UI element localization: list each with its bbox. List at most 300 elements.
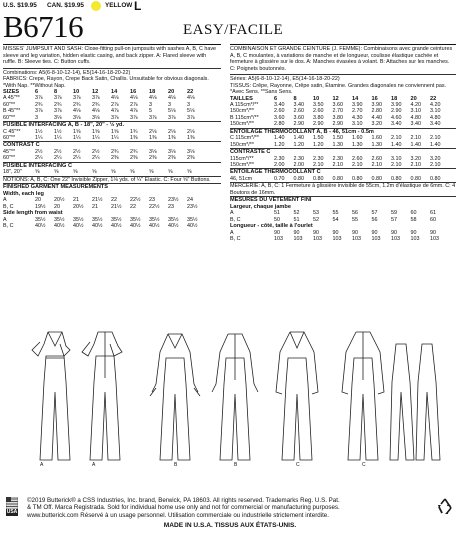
row-label: 60"**: [3, 101, 16, 108]
row-value: 1.40: [274, 135, 285, 142]
row-value: 2.10: [430, 161, 441, 168]
row-value: 0.80: [352, 175, 363, 182]
row-value: 54: [332, 216, 339, 223]
notions-en: NOTIONS: A, B, C: One 22" Invisible Zipper, 1⅛ yds. of ¼" Elastic. C: Four ⅝" Buttons.: [3, 176, 221, 183]
row-value: 90: [274, 229, 280, 236]
width-title-fr: Largeur, chaque jambe: [230, 203, 291, 210]
row-value: 20: [54, 203, 60, 210]
row-value: 35½: [111, 216, 122, 223]
size-code: L: [134, 0, 142, 13]
row-value: 3.60: [274, 114, 285, 121]
recycle-icon: [436, 497, 454, 515]
row-value: 2.10: [313, 161, 324, 168]
row-value: 2.30: [313, 155, 324, 162]
size-cell: 16: [371, 95, 378, 102]
row-value: 0.80: [391, 175, 402, 182]
row-value: 35½: [35, 216, 46, 223]
difficulty: EASY/FACILE: [183, 22, 284, 38]
row-value: 3⅞: [54, 95, 62, 102]
row-value: 1.50: [313, 135, 324, 142]
row-value: 22½: [149, 203, 160, 210]
row-value: 2¾: [35, 101, 43, 108]
row-value: 3.60: [332, 101, 343, 108]
row-value: 2.60: [274, 108, 285, 115]
row-label: B, C: [230, 216, 241, 223]
row-value: 3⅛: [187, 148, 195, 155]
row-value: ⅝: [54, 169, 59, 176]
row-value: 1.60: [352, 135, 363, 142]
row-value: 0.80: [410, 175, 421, 182]
row-value: 2.10: [391, 135, 402, 142]
row-value: 1¼: [35, 134, 43, 141]
jumpsuit-a-front-illustration: [32, 332, 70, 460]
row-value: 0.80: [332, 175, 343, 182]
row-value: 51: [293, 216, 300, 223]
row-value: 1½: [35, 128, 43, 135]
row-value: ⅝: [130, 169, 135, 176]
price-can: CAN. $19.95: [47, 2, 84, 9]
row-value: 58: [410, 216, 417, 223]
row-value: 3.40: [430, 121, 441, 128]
row-value: 3⅛: [73, 114, 81, 121]
row-value: 2⅞: [111, 101, 119, 108]
row-value: 1.40: [391, 141, 402, 148]
size-cell: 10: [313, 95, 320, 102]
row-value: 3.60: [293, 114, 304, 121]
fusible-title-fr: ENTOILAGE THERMOCOLLANT A, B - 46, 51cm - 0.5m: [230, 128, 456, 136]
row-value: 1.60: [371, 135, 382, 142]
side-title-fr: Longueur - côté, taille à l'ourlet: [230, 223, 313, 230]
row-value: 1.20: [313, 141, 324, 148]
row-value: 0.80: [371, 175, 382, 182]
row-value: 3⅞: [54, 108, 62, 115]
row-value: 4⅞: [111, 108, 119, 115]
row-value: 21½: [92, 197, 103, 204]
yardage-row: [230, 176, 456, 182]
row-value: ⅝: [149, 169, 154, 176]
row-value: 2⅜: [168, 155, 176, 162]
row-value: 4.20: [430, 101, 441, 108]
yardage-row: [3, 223, 221, 229]
row-value: 2.10: [371, 161, 382, 168]
row-value: 103: [332, 236, 342, 243]
row-value: 60: [410, 210, 417, 217]
size-cell: 18: [391, 95, 398, 102]
fusible-c-title-en: FUSIBLE INTERFACING C: [3, 162, 221, 170]
row-label: B, C: [3, 203, 14, 210]
row-value: 19½: [35, 203, 46, 210]
row-value: 1¼: [92, 134, 100, 141]
row-value: 90: [293, 229, 300, 236]
row-value: 0.80: [313, 175, 324, 182]
row-value: ⅝: [92, 169, 97, 176]
width-title-en: Width, each leg: [3, 190, 44, 197]
row-value: 4.30: [352, 114, 363, 121]
row-value: 20½: [73, 203, 84, 210]
row-value: 55: [352, 216, 358, 223]
row-value: 56: [371, 216, 378, 223]
row-value: 1.20: [274, 141, 285, 148]
row-value: 60: [430, 216, 436, 223]
side-title-en: Side length from waist: [3, 210, 63, 217]
row-label: 150cm*/**: [230, 121, 254, 128]
row-label: B, C: [230, 236, 241, 243]
row-label: 45"**: [3, 148, 16, 155]
row-label: A: [230, 210, 234, 217]
row-value: 1.40: [293, 135, 304, 142]
row-label: 60"**: [3, 155, 16, 162]
row-value: 40½: [149, 223, 160, 230]
size-cell: 12: [92, 89, 99, 95]
row-value: 0.70: [274, 175, 285, 182]
notions-fr: MERCERIE: A, B, C: 1 Fermeture à glissière invisible de 55cm, 1.2m d'élastique de 6mm. C: 4 Boutons de 16mm.: [230, 183, 456, 196]
row-label: 60"**: [3, 114, 16, 121]
row-value: 2¼: [92, 155, 100, 162]
illustration-label-b1: B: [174, 462, 178, 467]
row-value: 1¼: [73, 134, 81, 141]
size-cell: 20: [168, 89, 175, 95]
row-value: 40½: [73, 223, 84, 230]
row-label: B 45"**: [3, 108, 21, 115]
nap-note-en: *With Nap. **Without Nap.: [3, 82, 66, 89]
row-value: 2.80: [371, 108, 382, 115]
row-label: 150cm*/**: [230, 141, 254, 148]
row-value: 2¾: [130, 148, 138, 155]
row-value: 3⅞: [149, 114, 157, 121]
row-value: 3⅞: [73, 95, 81, 102]
row-value: 50: [274, 216, 280, 223]
row-label: 46, 51cm: [230, 175, 253, 182]
row-value: 90: [332, 229, 339, 236]
row-value: 2.90: [293, 121, 304, 128]
row-value: 3.90: [391, 101, 402, 108]
row-value: 2.10: [410, 135, 421, 142]
row-value: 3⅛: [168, 148, 176, 155]
copyright-block: [27, 497, 340, 519]
row-value: 40½: [168, 223, 179, 230]
color-label: YELLOW: [105, 2, 133, 9]
row-value: 3⅞: [168, 114, 176, 121]
row-value: 2⅛: [187, 128, 195, 135]
row-value: 2.90: [332, 121, 343, 128]
row-value: 4⅛: [73, 108, 81, 115]
garment-illustrations: [0, 322, 460, 467]
row-value: 24: [187, 197, 193, 204]
row-value: 3.40: [410, 121, 421, 128]
row-value: 1¼: [111, 134, 119, 141]
row-value: 3⅞: [35, 108, 43, 115]
row-label: B 115cm*/**: [230, 114, 259, 121]
row-value: 53: [313, 210, 319, 217]
row-value: 35½: [54, 216, 65, 223]
row-value: 3: [168, 101, 171, 108]
fabrics-fr: TISSUS: Crêpe, Rayonne, Crêpe satin, Étamine. Grandes diagonales ne conviennent pas.: [230, 82, 447, 89]
row-value: 3.10: [352, 121, 363, 128]
size-cell: 8: [54, 89, 58, 95]
row-value: 2.30: [274, 155, 285, 162]
row-value: 103: [274, 236, 283, 243]
jumpsuit-a-back-illustration: [82, 332, 122, 460]
row-label: C 45"**: [3, 128, 21, 135]
row-value: 4.40: [371, 114, 382, 121]
row-value: 1⅝: [111, 128, 119, 135]
row-value: 2.10: [391, 161, 402, 168]
usa-badge: USA: [6, 509, 18, 515]
row-value: 1.40: [410, 141, 421, 148]
row-label: 18", 20": [3, 169, 22, 176]
row-value: 3: [35, 114, 38, 121]
row-value: 2½: [54, 148, 62, 155]
illustration-label-a2: A: [92, 462, 96, 467]
row-value: ⅝: [187, 169, 192, 176]
row-value: 23½: [168, 197, 179, 204]
row-value: 2.10: [352, 161, 363, 168]
row-value: 52: [313, 216, 319, 223]
row-label: 60"**: [3, 134, 16, 141]
sizes-label: TAILLES: [230, 95, 253, 102]
row-value: 59: [391, 210, 397, 217]
row-value: 4⅛: [168, 95, 176, 102]
row-value: 2.10: [332, 161, 343, 168]
row-value: 23: [149, 197, 155, 204]
row-value: 2.60: [352, 155, 363, 162]
row-value: 1.30: [371, 141, 382, 148]
copyright-line-1: ©2019 Butterick® a CSS Industries, Inc. brand, Berwick, PA 18603. All rights reserved. Trademarks Reg. U.S. Pat.: [27, 497, 340, 504]
usa-flag-icon: [6, 496, 18, 508]
yardage-row: [3, 115, 221, 121]
row-value: 2⅜: [111, 155, 119, 162]
row-value: 21: [92, 203, 98, 210]
row-value: 3⅞: [187, 114, 195, 121]
row-value: 103: [371, 236, 381, 243]
row-value: 3⅞: [130, 114, 138, 121]
row-value: 2.10: [410, 161, 421, 168]
row-value: 35½: [73, 216, 84, 223]
row-value: 5⅛: [168, 108, 176, 115]
row-value: 40½: [187, 223, 198, 230]
row-value: 22: [130, 203, 136, 210]
row-label: A 115cm*/**: [230, 101, 259, 108]
row-value: ⅝: [35, 169, 40, 176]
row-value: 2.70: [352, 108, 363, 115]
row-value: 3⅞: [111, 114, 119, 121]
pattern-number: B6716: [3, 9, 84, 44]
yellow-dot-icon: [91, 1, 101, 11]
row-value: 2.80: [274, 121, 285, 128]
combinations-fr: Séries: A5(6-8-10-12-14), E5(14-16-18-20-22): [230, 76, 340, 83]
row-value: 2½: [73, 148, 81, 155]
row-label: 150cm*/**: [230, 161, 254, 168]
row-value: 90: [391, 229, 397, 236]
row-value: 40½: [35, 223, 46, 230]
french-column: [230, 44, 456, 242]
row-value: 56: [352, 210, 358, 217]
row-value: 3.80: [332, 114, 343, 121]
combinations-en: Combinations: A5(6-8-10-12-14), E5(14-16-18-20-22): [3, 69, 131, 76]
row-value: 3⅛: [149, 148, 157, 155]
row-value: 1⅝: [92, 128, 100, 135]
row-value: 0.80: [293, 175, 304, 182]
size-cell: 12: [332, 95, 339, 102]
jumpsuit-flat-sketches: [390, 344, 440, 460]
row-value: 55: [332, 210, 339, 217]
yardage-row: [230, 121, 456, 127]
size-cell: 6: [274, 95, 278, 102]
row-value: 2⅛: [168, 128, 176, 135]
row-value: 1¾: [130, 128, 138, 135]
row-value: 4⅞: [130, 108, 138, 115]
row-value: 2⅜: [187, 155, 195, 162]
row-value: 90: [352, 229, 358, 236]
row-value: 3.40: [293, 101, 304, 108]
row-value: 103: [352, 236, 361, 243]
description-fr: COMBINAISON ET GRANDE CEINTURE (J. FEMME): Combinaisons avec grande ceintures A, B, C moulantes, à variations de manche et de longueur, coulisse élastique cachée et fermeture à glissière sur le dos. A: Manches évasées à volant. B: Attaches sur les manches. C: Poignets boutonnés.: [230, 46, 453, 72]
row-value: 3⅛: [92, 114, 100, 121]
row-value: 1⅜: [130, 134, 138, 141]
row-value: 1.20: [293, 141, 304, 148]
row-value: 2⅜: [149, 155, 157, 162]
row-label: C 115cm*/**: [230, 135, 259, 142]
contrast-title-en: CONTRAST C: [3, 141, 221, 149]
row-value: 1.40: [430, 141, 441, 148]
illustration-label-b2: B: [234, 462, 238, 467]
row-value: 90: [371, 229, 378, 236]
row-value: 1⅜: [168, 134, 176, 141]
row-value: 3⅞: [92, 95, 100, 102]
illustration-label-c2: C: [362, 462, 366, 467]
row-value: 5⅛: [187, 108, 195, 115]
row-value: 2⅛: [149, 128, 157, 135]
jumpsuit-b-back-illustration: [212, 334, 258, 460]
sizes-label: SIZES: [3, 89, 20, 95]
row-value: 3.10: [410, 108, 421, 115]
yardage-row: [230, 142, 456, 148]
row-value: 2¾: [73, 101, 81, 108]
row-value: 103: [293, 236, 303, 243]
row-value: 2.30: [332, 155, 343, 162]
row-value: 103: [313, 236, 322, 243]
copyright-line-2: & TM Off. Marca Registrada. Sold for individual home use only and not for commercial or manufacturing purposes.: [27, 504, 340, 512]
row-value: 4.20: [410, 101, 421, 108]
row-value: 35½: [130, 216, 141, 223]
row-value: 3.80: [313, 114, 324, 121]
row-value: 4.80: [430, 114, 441, 121]
row-value: 3.20: [430, 155, 441, 162]
jumpsuit-b-front-illustration: [150, 334, 200, 460]
size-cell: 22: [187, 89, 194, 95]
row-value: 4⅛: [149, 95, 157, 102]
row-value: 3⅞: [35, 95, 43, 102]
row-value: 2.10: [430, 135, 441, 142]
row-value: ⅝: [168, 169, 173, 176]
fusible-c-title-fr: ENTOILAGE THERMOCOLLANT C: [230, 168, 456, 176]
row-value: 3.40: [391, 121, 402, 128]
row-value: 1½: [54, 128, 62, 135]
yardage-row: [3, 169, 221, 175]
row-value: 52: [293, 210, 300, 217]
row-value: 2¼: [35, 155, 43, 162]
row-value: 0.80: [430, 175, 441, 182]
yardage-row: [230, 162, 456, 168]
row-value: 1⅜: [149, 134, 157, 141]
row-value: 21½: [111, 203, 122, 210]
row-value: 20: [35, 197, 41, 204]
row-label: B, C: [3, 223, 14, 230]
row-value: 4.60: [391, 114, 402, 121]
yardage-row: [3, 155, 221, 161]
row-value: 3.90: [352, 101, 363, 108]
yardage-row: [230, 236, 456, 242]
row-value: 90: [410, 229, 417, 236]
row-value: 40½: [54, 223, 65, 230]
row-value: 2.70: [332, 108, 343, 115]
jumpsuit-c-front-illustration: [276, 332, 318, 460]
size-cell: 18: [149, 89, 156, 95]
size-cell: 14: [111, 89, 118, 95]
row-value: 4⅛: [187, 95, 195, 102]
row-value: 61: [430, 210, 436, 217]
row-value: 3: [187, 101, 190, 108]
row-value: 3.50: [313, 101, 324, 108]
price-us: U.S. $19.95: [3, 2, 37, 9]
row-label: A 45"**: [3, 95, 20, 102]
row-value: 2.30: [293, 155, 304, 162]
copyright-line-3: www.butterick.com Réservé à un usage personnel. Utilisation commerciale ou industrielle strictement interdite.: [27, 511, 329, 519]
row-value: 35½: [168, 216, 179, 223]
row-value: 1.50: [332, 135, 343, 142]
row-value: 2⅜: [130, 155, 138, 162]
size-cell: 14: [352, 95, 359, 102]
english-column: [3, 44, 221, 229]
row-value: 2.60: [293, 108, 304, 115]
row-label: 150cm*/**: [230, 108, 254, 115]
row-value: ⅝: [111, 169, 116, 176]
size-cell: 8: [293, 95, 297, 102]
row-value: 1.30: [332, 141, 343, 148]
row-value: 103: [391, 236, 400, 243]
row-value: 2.60: [313, 108, 324, 115]
row-value: 4⅛: [111, 95, 119, 102]
row-value: 3: [149, 101, 152, 108]
row-value: 90: [430, 229, 436, 236]
row-value: 23: [168, 203, 174, 210]
yardage-row: [3, 135, 221, 141]
size-cell: 16: [130, 89, 137, 95]
row-value: 103: [410, 236, 420, 243]
row-value: 1.30: [352, 141, 363, 148]
row-value: 3.20: [371, 121, 382, 128]
row-value: 3⅛: [54, 114, 62, 121]
row-value: 35½: [149, 216, 160, 223]
row-value: 3.10: [430, 108, 441, 115]
row-value: 1¼: [54, 134, 62, 141]
row-label: 115cm*/**: [230, 155, 254, 162]
row-value: 22: [111, 197, 117, 204]
row-value: 57: [391, 216, 397, 223]
jumpsuit-c-back-illustration: [342, 332, 384, 460]
made-in: MADE IN U.S.A. TISSUS AUX ÉTATS-UNIS.: [163, 522, 297, 529]
row-value: 51: [274, 210, 280, 217]
fabrics-en: FABRICS: Crepe, Rayon, Crepe Back Satin, Challis. Unsuitable for obvious diagonals.: [3, 76, 209, 83]
row-value: 21: [73, 197, 79, 204]
row-value: 2⅞: [130, 101, 138, 108]
row-value: 3.10: [391, 155, 402, 162]
row-value: 23½: [187, 203, 198, 210]
row-value: 2¾: [92, 101, 100, 108]
row-value: 2.00: [274, 161, 285, 168]
row-value: 40½: [92, 223, 103, 230]
row-value: 2.90: [391, 108, 402, 115]
